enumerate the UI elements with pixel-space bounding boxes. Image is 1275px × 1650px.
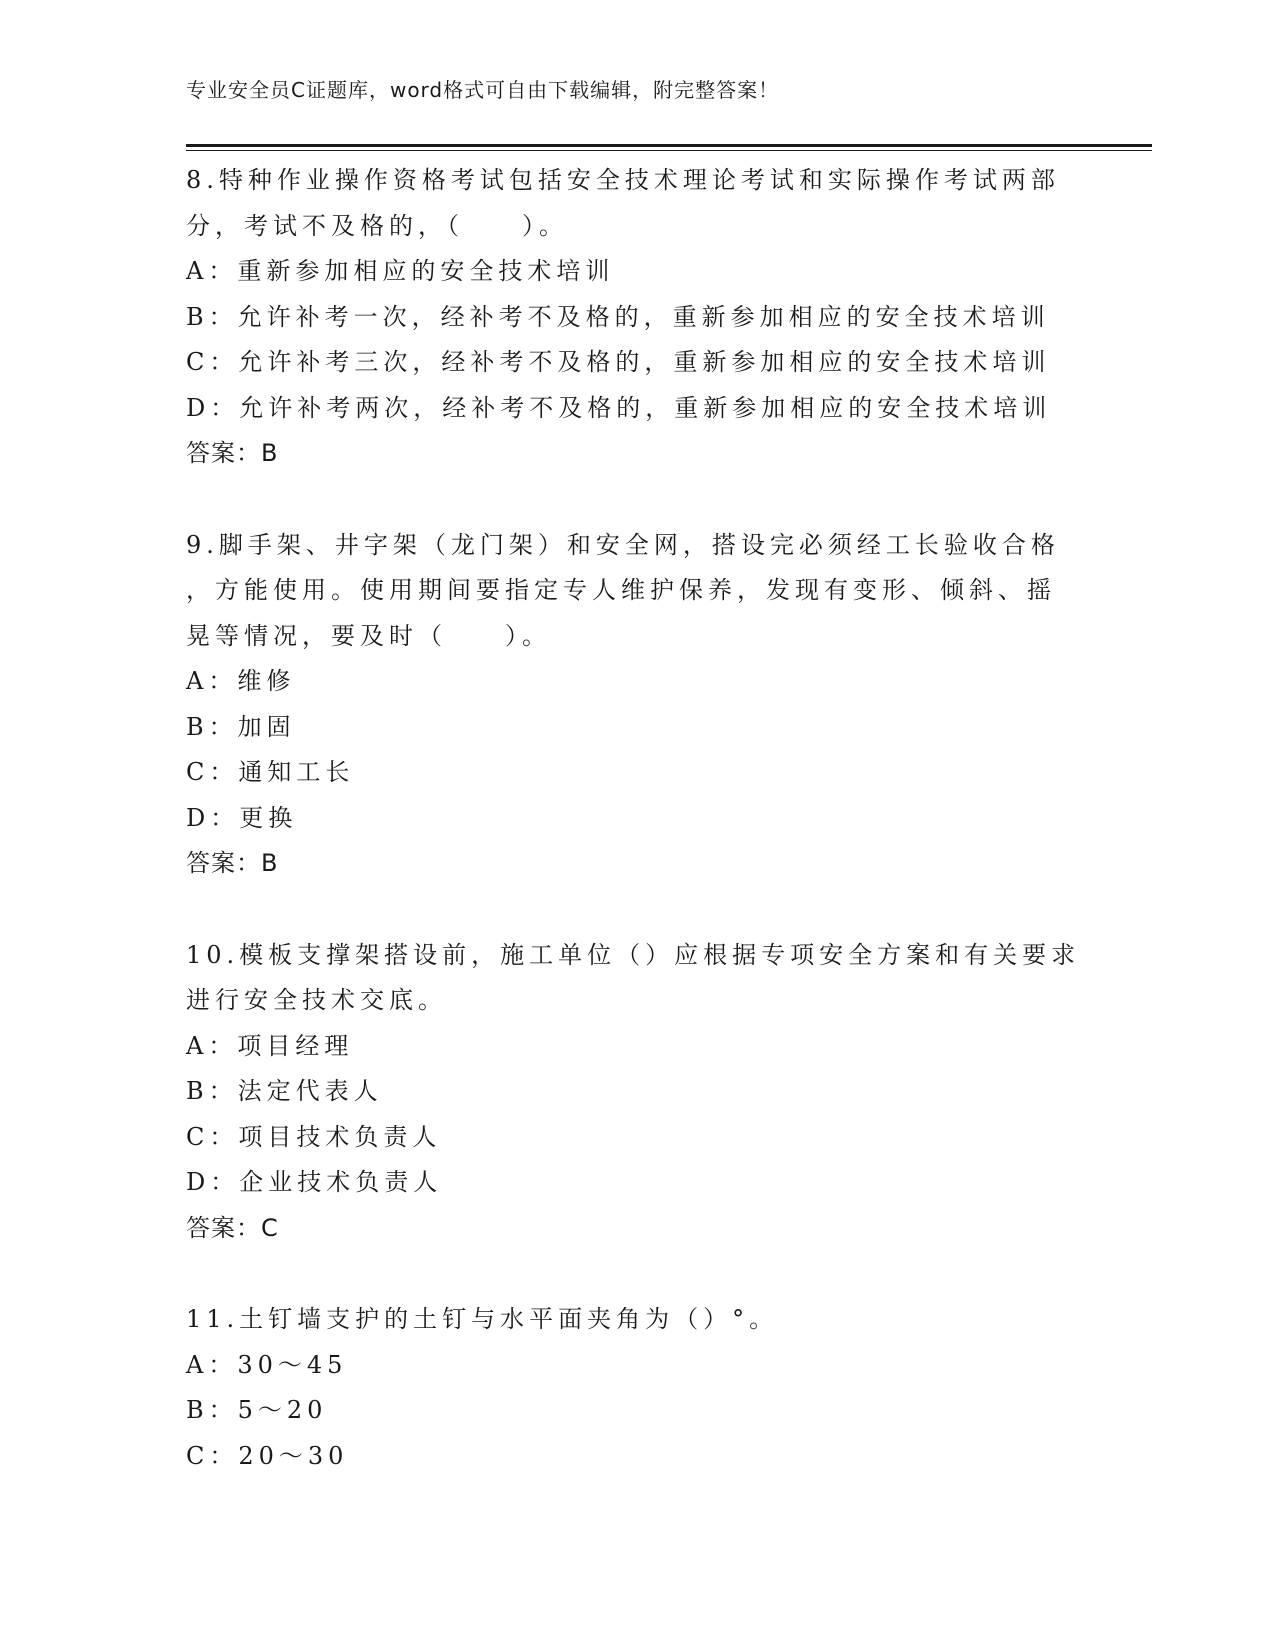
answer: 答案：C xyxy=(186,1213,279,1242)
option-a: A：维修 xyxy=(186,667,296,695)
question-text: 11.土钉墙支护的土钉与水平面夹角为（）°。 xyxy=(186,1305,779,1333)
page-header: 专业安全员C证题库，word格式可自由下载编辑，附完整答案！ xyxy=(186,78,780,102)
question-text: 8.特种作业操作资格考试包括安全技术理论考试和实际操作考试两部 xyxy=(186,166,1060,194)
option-c: C：通知工长 xyxy=(186,758,355,786)
question-text: 10.模板支撑架搭设前，施工单位（）应根据专项安全方案和有关要求 xyxy=(186,940,1081,969)
answer: 答案：B xyxy=(186,439,279,467)
question-text: 进行安全技术交底。 xyxy=(186,986,447,1014)
question-text: 9.脚手架、井字架（龙门架）和安全网，搭设完必须经工长验收合格 xyxy=(186,530,1060,559)
question-9 xyxy=(186,523,1086,887)
option-b: B：5～20 xyxy=(186,1396,328,1424)
option-a: A：项目经理 xyxy=(186,1031,354,1060)
answer: 答案：B xyxy=(186,849,279,877)
question-list xyxy=(186,158,1086,1525)
question-10 xyxy=(186,933,1086,1252)
question-text: 晃等情况，要及时（ ）。 xyxy=(186,621,551,650)
option-b: B：加固 xyxy=(186,712,296,741)
option-d: D：允许补考两次，经补考不及格的，重新参加相应的安全技术培训 xyxy=(186,393,1052,422)
option-d: D：企业技术负责人 xyxy=(186,1168,443,1196)
option-b: B：允许补考一次，经补考不及格的，重新参加相应的安全技术培训 xyxy=(186,302,1050,331)
option-b: B：法定代表人 xyxy=(186,1077,383,1105)
question-11 xyxy=(186,1297,1086,1479)
question-text: ，方能使用。使用期间要指定专人维护保养，发现有变形、倾斜、摇 xyxy=(186,576,1056,604)
question-8 xyxy=(186,158,1086,477)
option-c: C：项目技术负责人 xyxy=(186,1122,442,1151)
header-rule-thin xyxy=(186,150,1152,151)
option-a: A：重新参加相应的安全技术培训 xyxy=(186,257,615,285)
option-c: C：20～30 xyxy=(186,1441,349,1470)
question-text: 分，考试不及格的，（ ）。 xyxy=(186,211,568,240)
option-d: D：更换 xyxy=(186,803,298,832)
option-a: A：30～45 xyxy=(186,1350,348,1379)
header-rule-thick xyxy=(186,144,1152,147)
option-c: C：允许补考三次，经补考不及格的，重新参加相应的安全技术培训 xyxy=(186,348,1051,376)
